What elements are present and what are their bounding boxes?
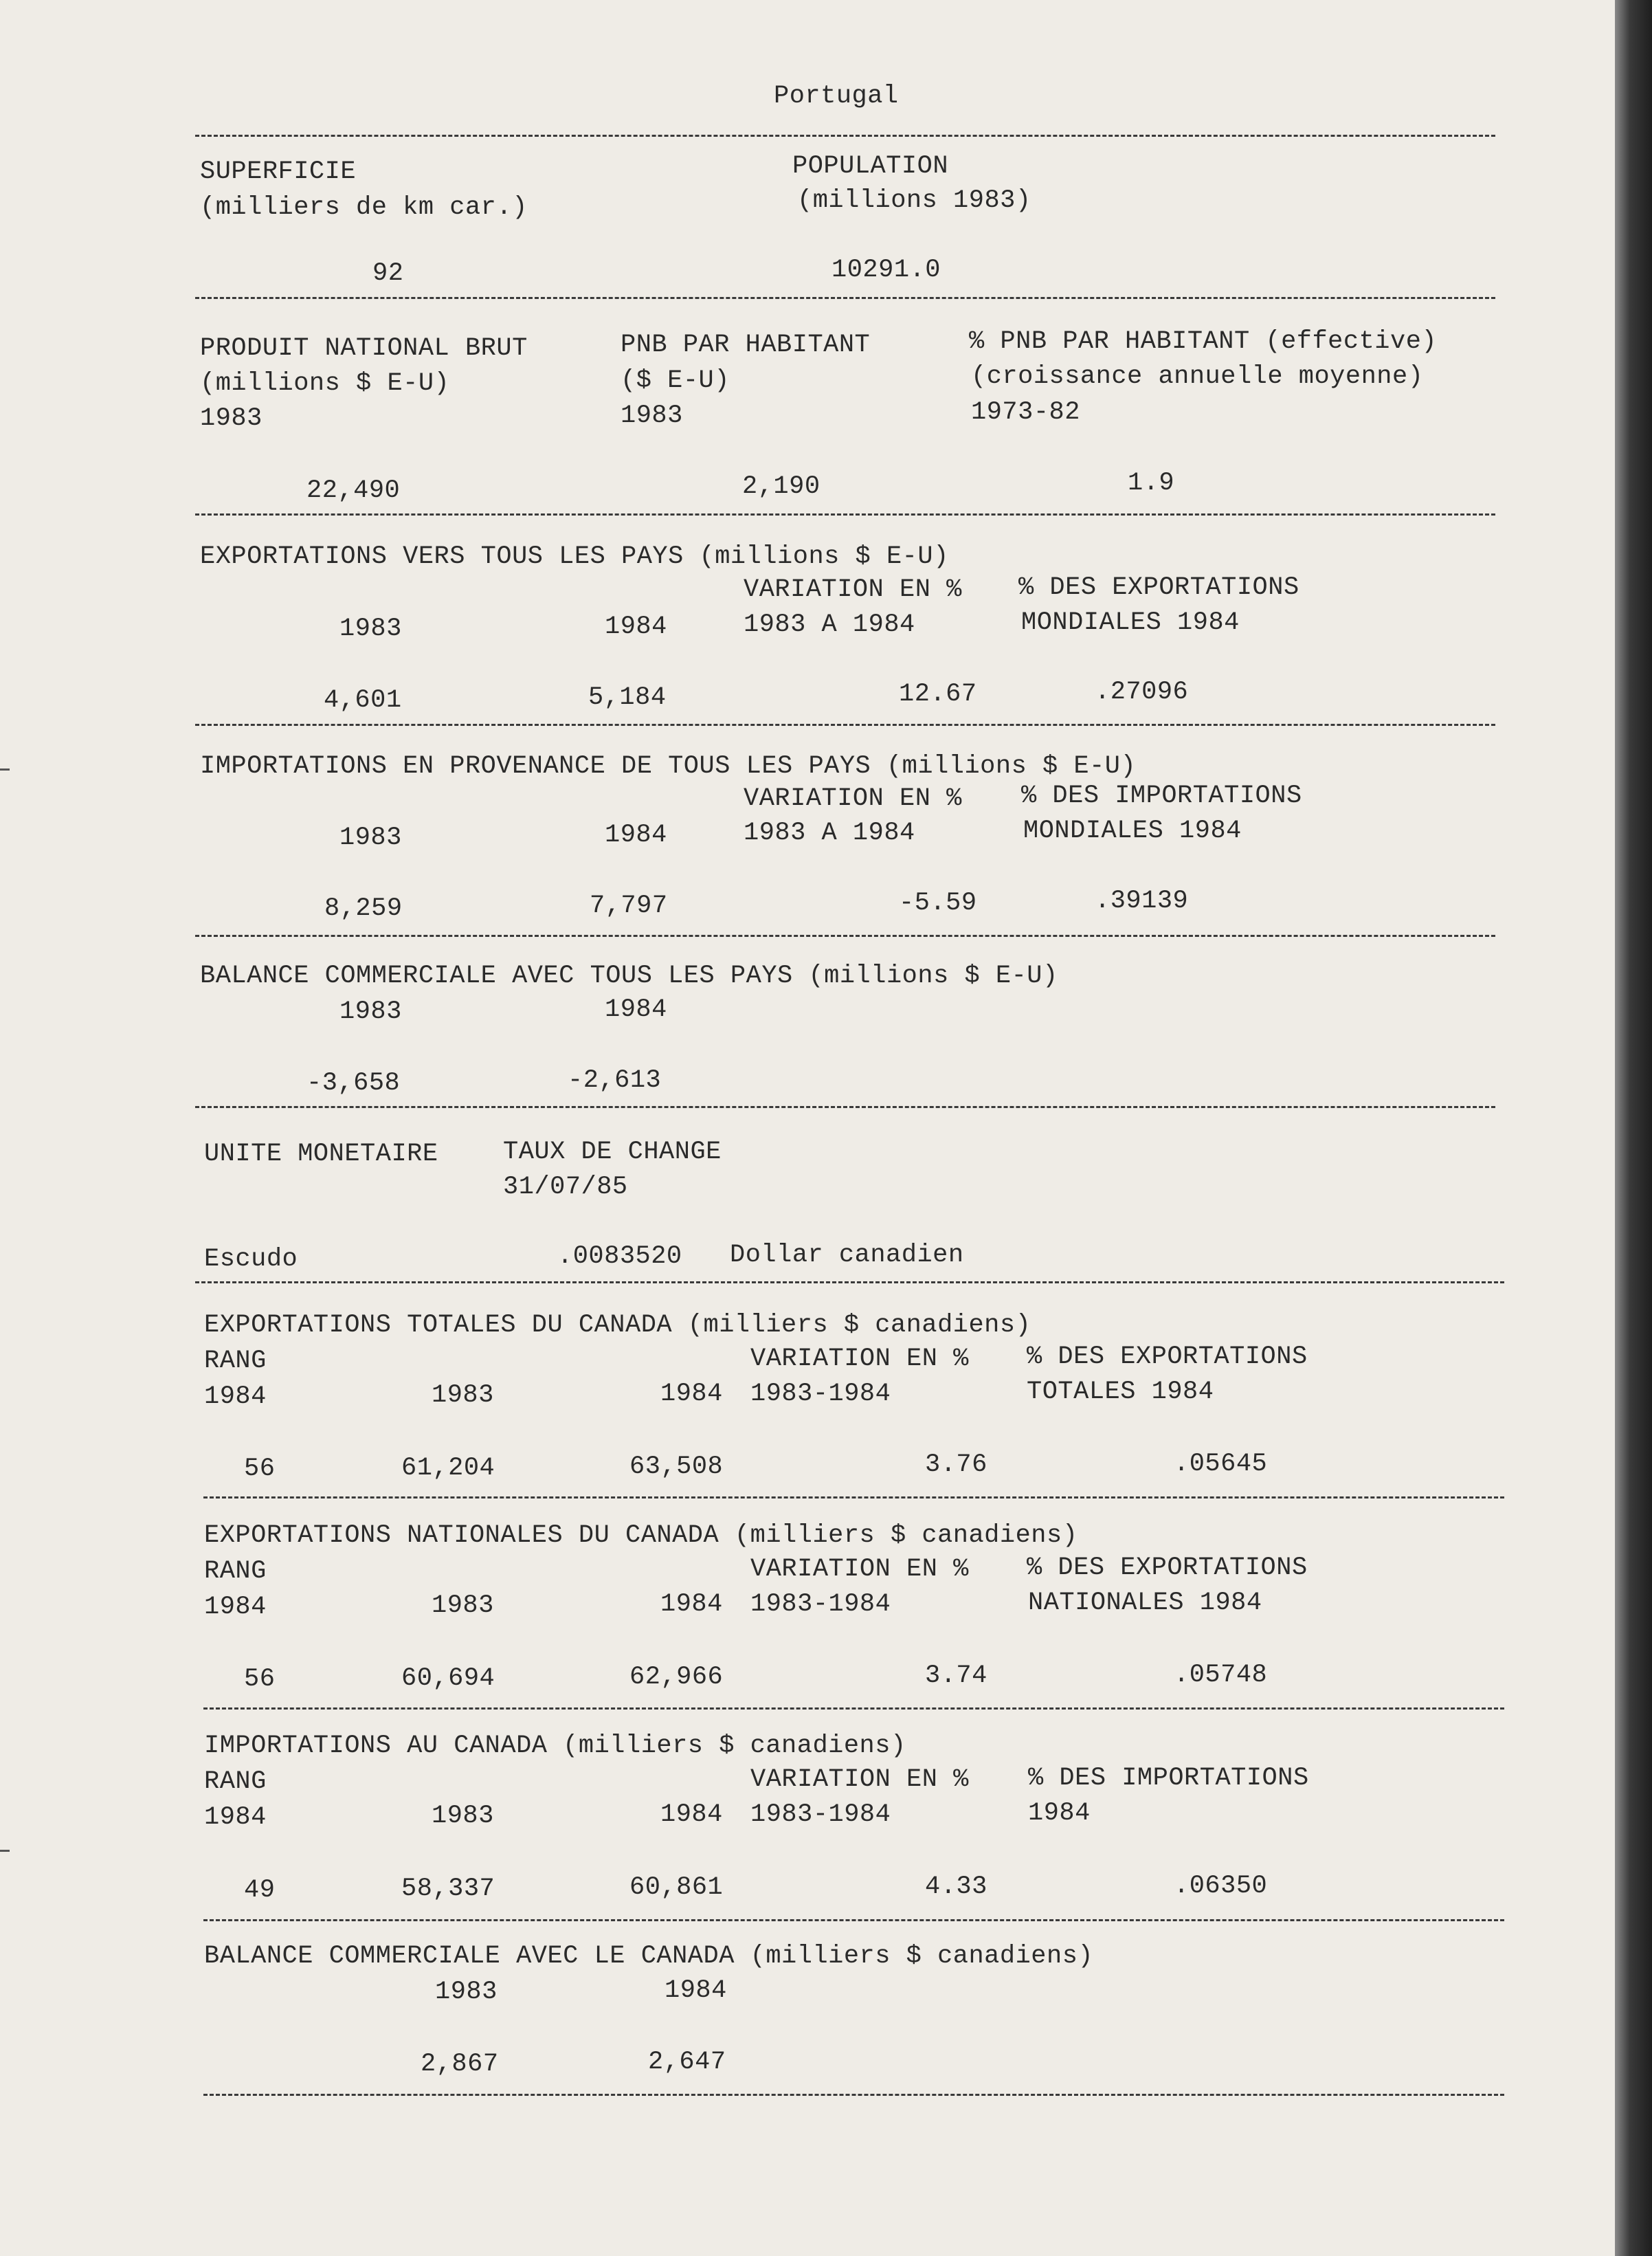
- exports-all-year-1983: 1983: [339, 615, 402, 643]
- currency-unit: Escudo: [204, 1245, 298, 1274]
- canada-total-exports-var-years: 1983-1984: [750, 1380, 891, 1408]
- imports-all-year-1984: 1984: [605, 821, 667, 850]
- canada-total-exports-share-label: % DES EXPORTATIONS: [1027, 1342, 1308, 1371]
- imports-all-share-value: .39139: [1095, 887, 1189, 916]
- canada-nat-exports-var-label: VARIATION EN %: [750, 1555, 969, 1584]
- canada-nat-exports-1983-value: 60,694: [401, 1664, 495, 1693]
- population-unit: (millions 1983): [797, 186, 1031, 215]
- divider: [195, 1281, 1504, 1283]
- exchange-rate-value: .0083520: [557, 1242, 682, 1271]
- book-spine: [1615, 0, 1652, 2256]
- pnb-year: 1983: [200, 404, 263, 433]
- balance-all-year-1984: 1984: [605, 995, 667, 1024]
- canada-nat-exports-year-1984: 1984: [660, 1590, 723, 1619]
- balance-all-title: BALANCE COMMERCIALE AVEC TOUS LES PAYS (millions $ E-U): [200, 962, 1058, 991]
- canada-imports-1984-value: 60,861: [629, 1873, 724, 1902]
- canada-balance-1984-value: 2,647: [648, 2048, 726, 2077]
- divider: [203, 2094, 1504, 2096]
- pnb-hab-year: 1983: [621, 401, 683, 430]
- canada-nat-exports-var-value: 3.74: [925, 1661, 987, 1690]
- balance-all-year-1983: 1983: [339, 997, 402, 1026]
- margin-mark: [0, 768, 10, 771]
- divider: [203, 1919, 1504, 1921]
- balance-all-1983-value: -3,658: [306, 1069, 401, 1098]
- canada-imports-var-years: 1983-1984: [750, 1800, 891, 1829]
- pnb-pct-unit: (croissance annuelle moyenne): [971, 362, 1424, 391]
- imports-all-var-years: 1983 A 1984: [744, 819, 915, 848]
- exports-all-title: EXPORTATIONS VERS TOUS LES PAYS (millions $ E-U): [200, 542, 949, 571]
- page-title: Portugal: [774, 82, 899, 111]
- canada-imports-title: IMPORTATIONS AU CANADA (milliers $ canadiens): [204, 1732, 906, 1760]
- margin-mark: [0, 1850, 10, 1852]
- currency-unit-label: UNITE MONETAIRE: [204, 1140, 438, 1169]
- divider: [195, 935, 1495, 937]
- imports-all-1984-value: 7,797: [590, 892, 668, 920]
- canada-imports-var-value: 4.33: [925, 1872, 987, 1901]
- exports-all-share-year: MONDIALES 1984: [1021, 608, 1240, 637]
- divider: [195, 297, 1495, 299]
- rang-year: 1984: [204, 1803, 267, 1832]
- imports-all-title: IMPORTATIONS EN PROVENANCE DE TOUS LES PAYS (millions $ E-U): [200, 752, 1137, 781]
- canada-total-exports-year-1984: 1984: [660, 1380, 723, 1408]
- canada-total-exports-var-value: 3.76: [925, 1450, 987, 1479]
- rang-label: RANG: [204, 1347, 267, 1375]
- pnb-unit: (millions $ E-U): [200, 369, 450, 398]
- canada-imports-1983-value: 58,337: [401, 1875, 495, 1903]
- exports-all-1983-value: 4,601: [324, 686, 402, 715]
- imports-all-var-label: VARIATION EN %: [744, 784, 962, 813]
- canada-nat-exports-share-label: % DES EXPORTATIONS: [1027, 1553, 1308, 1582]
- canada-nat-exports-title: EXPORTATIONS NATIONALES DU CANADA (milliers $ canadiens): [204, 1521, 1078, 1550]
- imports-all-year-1983: 1983: [339, 823, 402, 852]
- imports-all-1983-value: 8,259: [324, 894, 403, 923]
- canada-imports-share-value: .06350: [1174, 1872, 1268, 1901]
- divider: [195, 513, 1495, 516]
- pnb-label: PRODUIT NATIONAL BRUT: [200, 334, 528, 363]
- canada-imports-rang: 49: [244, 1876, 276, 1905]
- divider: [195, 724, 1495, 726]
- canada-balance-title: BALANCE COMMERCIALE AVEC LE CANADA (milliers $ canadiens): [204, 1942, 1094, 1971]
- exchange-rate-currency: Dollar canadien: [730, 1241, 964, 1270]
- canada-balance-year-1984: 1984: [665, 1976, 727, 2005]
- exchange-rate-date: 31/07/85: [503, 1173, 628, 1202]
- canada-total-exports-1984-value: 63,508: [629, 1452, 724, 1481]
- pnb-value: 22,490: [306, 476, 401, 505]
- superficie-unit: (milliers de km car.): [200, 193, 528, 222]
- population-value: 10291.0: [831, 256, 941, 285]
- pnb-pct-value: 1.9: [1128, 469, 1175, 498]
- canada-nat-exports-year-1983: 1983: [432, 1591, 494, 1620]
- canada-nat-exports-share-year: NATIONALES 1984: [1028, 1589, 1262, 1617]
- canada-imports-share-year: 1984: [1028, 1799, 1091, 1828]
- rang-year: 1984: [204, 1382, 267, 1411]
- population-label: POPULATION: [792, 152, 949, 181]
- canada-balance-1983-value: 2,867: [421, 2050, 499, 2079]
- pnb-hab-value: 2,190: [742, 472, 821, 501]
- canada-imports-share-label: % DES IMPORTATIONS: [1028, 1764, 1309, 1793]
- pnb-hab-unit: ($ E-U): [621, 366, 730, 395]
- canada-total-exports-rang: 56: [244, 1455, 276, 1483]
- divider: [203, 1496, 1504, 1499]
- balance-all-1984-value: -2,613: [568, 1066, 662, 1095]
- exports-all-share-label: % DES EXPORTATIONS: [1018, 573, 1299, 602]
- canada-imports-year-1983: 1983: [432, 1802, 494, 1831]
- canada-total-exports-1983-value: 61,204: [401, 1454, 495, 1483]
- canada-total-exports-var-label: VARIATION EN %: [750, 1345, 969, 1373]
- canada-total-exports-year-1983: 1983: [432, 1381, 494, 1410]
- imports-all-share-label: % DES IMPORTATIONS: [1021, 782, 1302, 810]
- canada-imports-var-label: VARIATION EN %: [750, 1765, 969, 1794]
- canada-total-exports-share-year: TOTALES 1984: [1027, 1378, 1214, 1406]
- divider: [195, 135, 1495, 137]
- canada-total-exports-title: EXPORTATIONS TOTALES DU CANADA (milliers $ canadiens): [204, 1311, 1031, 1340]
- canada-nat-exports-rang: 56: [244, 1665, 276, 1694]
- canada-balance-year-1983: 1983: [435, 1978, 498, 2006]
- rang-label: RANG: [204, 1767, 267, 1796]
- superficie-label: SUPERFICIE: [200, 157, 357, 186]
- canada-total-exports-share-value: .05645: [1174, 1450, 1268, 1479]
- canada-nat-exports-share-value: .05748: [1174, 1661, 1268, 1690]
- exports-all-share-value: .27096: [1095, 678, 1189, 707]
- exports-all-var-value: 12.67: [899, 680, 977, 709]
- imports-all-share-year: MONDIALES 1984: [1023, 817, 1242, 845]
- exchange-rate-label: TAUX DE CHANGE: [503, 1138, 722, 1166]
- exports-all-var-years: 1983 A 1984: [744, 610, 915, 639]
- divider: [203, 1707, 1504, 1710]
- pnb-pct-year: 1973-82: [971, 398, 1080, 427]
- imports-all-var-value: -5.59: [899, 889, 977, 918]
- canada-nat-exports-1984-value: 62,966: [629, 1663, 724, 1692]
- pnb-hab-label: PNB PAR HABITANT: [621, 331, 871, 360]
- rang-year: 1984: [204, 1593, 267, 1622]
- canada-imports-year-1984: 1984: [660, 1800, 723, 1829]
- pnb-pct-label: % PNB PAR HABITANT (effective): [969, 327, 1438, 356]
- divider: [195, 1106, 1495, 1108]
- exports-all-year-1984: 1984: [605, 612, 667, 641]
- rang-label: RANG: [204, 1557, 267, 1586]
- canada-nat-exports-var-years: 1983-1984: [750, 1590, 891, 1619]
- superficie-value: 92: [372, 259, 404, 288]
- exports-all-1984-value: 5,184: [588, 683, 667, 712]
- exports-all-var-label: VARIATION EN %: [744, 575, 962, 604]
